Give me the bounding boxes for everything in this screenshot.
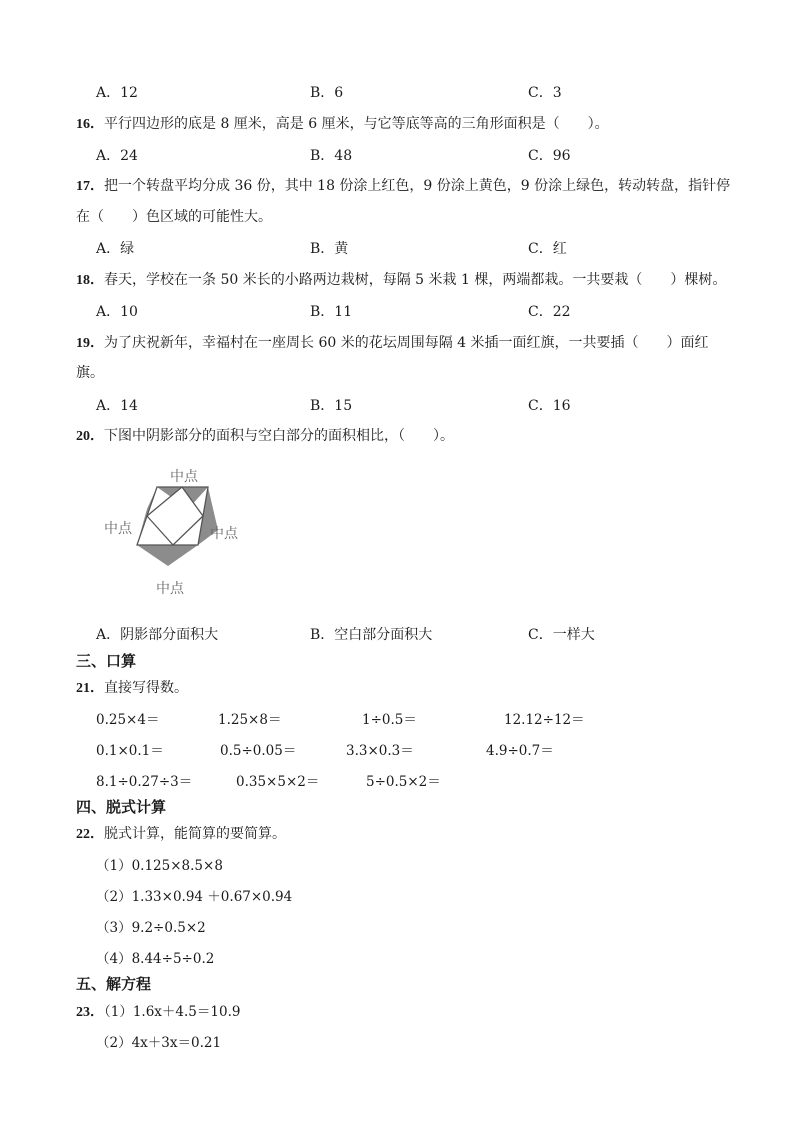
equation-2: （2）4x＋3x＝0.21: [96, 1035, 222, 1051]
calc-item: 1÷0.5＝: [362, 712, 417, 728]
question-text: 直接写得数。: [104, 680, 188, 696]
section-title-oral-calculation: 三、口算: [76, 652, 137, 670]
calc-item: 0.25×4＝: [96, 712, 160, 728]
question-text: 春天，学校在一条 50 米长的小路两边栽树，每隔 5 米栽 1 棵，两端都栽。一共要栽（ ）棵树。: [104, 272, 727, 288]
calc-item-1: （1）0.125×8.5×8: [96, 858, 223, 874]
question-17-line2: 在（ ）色区域的可能性大。: [76, 209, 272, 225]
q18-option-c[interactable]: C．22: [528, 304, 571, 320]
question-number: 21．: [76, 681, 104, 696]
question-text-line1: 为了庆祝新年，幸福村在一座周长 60 米的花坛周围每隔 4 米插一面红旗，一共要插（ ）面红: [104, 335, 709, 351]
question-number: 23．: [76, 1005, 104, 1020]
question-17: [76, 175, 730, 195]
q19-option-b[interactable]: B．15: [310, 398, 353, 414]
question-number: 16．: [76, 117, 104, 132]
label-top-midpoint: 中点: [170, 469, 198, 485]
question-21: [76, 677, 188, 697]
q17-option-a[interactable]: A．绿: [96, 241, 135, 257]
question-22: [76, 823, 286, 843]
q20-option-a[interactable]: A．阴影部分面积大: [96, 627, 219, 643]
question-number: 19．: [76, 336, 104, 351]
question-20: [76, 425, 454, 445]
label-bottom-midpoint: 中点: [156, 581, 184, 597]
calc-item: 0.1×0.1＝: [96, 743, 164, 759]
q18-option-a[interactable]: A．10: [96, 304, 138, 320]
calc-item: 8.1÷0.27÷3＝: [96, 774, 193, 790]
question-19-line2: 旗。: [76, 365, 104, 381]
calc-item-4: （4）8.44÷5÷0.2: [96, 951, 215, 967]
q15-option-c[interactable]: C．3: [528, 85, 562, 101]
calc-item: 3.3×0.3＝: [346, 743, 414, 759]
section-title-step-calculation: 四、脱式计算: [76, 798, 167, 816]
question-16: [76, 113, 609, 133]
q17-option-b[interactable]: B．黄: [310, 241, 349, 257]
q16-option-b[interactable]: B．48: [310, 148, 353, 164]
question-number: 17．: [76, 179, 104, 194]
q19-option-c[interactable]: C．16: [528, 398, 571, 414]
question-19: [76, 332, 709, 352]
label-left-midpoint: 中点: [104, 521, 132, 537]
question-text: 脱式计算，能简算的要简算。: [104, 826, 286, 842]
section-title-solve-equations: 五、解方程: [76, 975, 152, 993]
equation-1: （1）1.6x＋4.5＝10.9: [104, 1004, 241, 1020]
q19-option-a[interactable]: A．14: [96, 398, 138, 414]
question-number: 18．: [76, 273, 104, 288]
question-text: 下图中阴影部分的面积与空白部分的面积相比，（ ）。: [104, 428, 454, 444]
calc-item: 1.25×8＝: [218, 712, 282, 728]
q15-option-a[interactable]: A．12: [96, 85, 138, 101]
question-number: 20．: [76, 429, 104, 444]
q16-option-a[interactable]: A．24: [96, 148, 138, 164]
question-18: [76, 269, 726, 289]
shaded-triangle-bottom: [137, 545, 198, 566]
calc-item: 12.12÷12＝: [504, 712, 585, 728]
calc-item-2: （2）1.33×0.94 ＋0.67×0.94: [96, 889, 293, 905]
question-text-line1: 把一个转盘平均分成 36 份，其中 18 份涂上红色，9 份涂上黄色，9 份涂上绿色，转动转盘，指针停: [104, 178, 731, 194]
calc-item: 0.5÷0.05＝: [220, 743, 297, 759]
question-23: [76, 1000, 240, 1021]
calc-item: 4.9÷0.7＝: [486, 743, 554, 759]
q15-option-b[interactable]: B．6: [310, 85, 344, 101]
parallelogram-figure: [100, 458, 260, 608]
q18-option-b[interactable]: B．11: [310, 304, 353, 320]
q16-option-c[interactable]: C．96: [528, 148, 571, 164]
calc-item-3: （3）9.2÷0.5×2: [96, 920, 206, 936]
calc-item: 0.35×5×2＝: [236, 774, 320, 790]
question-number: 22．: [76, 827, 104, 842]
q17-option-c[interactable]: C．红: [528, 241, 567, 257]
calc-item: 5÷0.5×2＝: [366, 774, 441, 790]
label-right-midpoint: 中点: [210, 526, 238, 542]
question-text: 平行四边形的底是 8 厘米，高是 6 厘米，与它等底等高的三角形面积是（ ）。: [104, 116, 609, 132]
q20-option-c[interactable]: C．一样大: [528, 627, 595, 643]
q20-option-b[interactable]: B．空白部分面积大: [310, 627, 433, 643]
